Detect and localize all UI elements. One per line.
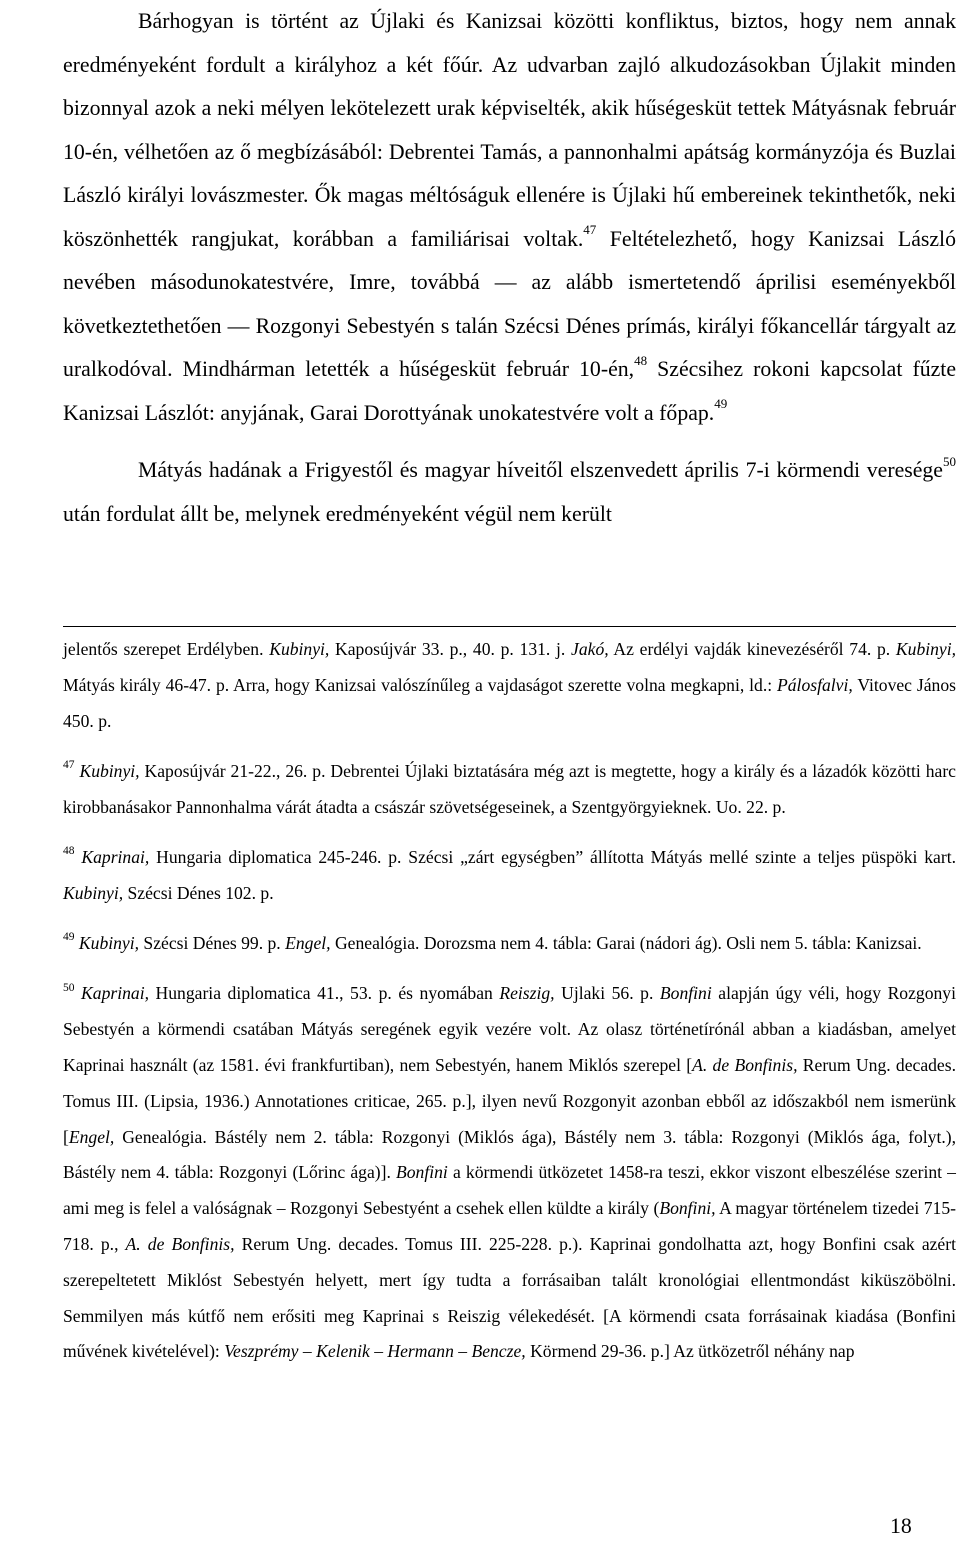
footnote-ref-49[interactable]: 49 xyxy=(714,396,728,412)
footnote-ref-48[interactable]: 48 xyxy=(634,352,648,368)
paragraph-text: Bárhogyan is történt az Újlaki és Kanizsai közötti konfliktus, biztos, hogy nem annak eredményeként fordult a királyhoz a két főúr. Az udvarban zajló alkudozásokban Újlakit minden bizonnyal azok a neki mélyen lekötelezett urak képviselték, akik hűségesküt tettek Mátyásnak február 10-én, vélhetően az ő megbízásából: Debrentei Tamás, a pannonhalmi apátság kormányzója és Buzlai László királyi lovászmester. Ők magas méltóságuk ellenére is Újlaki hű embereinek tekinthetők, neki köszönhették rangjukat, korábban a familiárisai voltak. xyxy=(63,9,956,251)
paragraph-2 xyxy=(63,449,956,536)
footnote-ref-50[interactable]: 50 xyxy=(943,453,956,469)
footnote-47: $^{47}$ Kubinyi, Kaposújvár 21-22., 26. p. Debrentei Újlaki biztatására még azt is megtette, hogy a király és a lázadók közötti harc kirobbanásakor Pannonhalma várát átadta a császár szövetségeseinek, a Szentgyörgyieknek. Uo. 22. p. xyxy=(63,759,956,817)
paragraph-text: Szécsihez rokoni kapcsolat fűzte Kanizsai Lászlót: anyjának, Garai Dorottyának unokatestvére volt a főpap. xyxy=(63,357,957,425)
paragraph-text: Mátyás hadának a Frigyestől és magyar híveitől elszenvedett április 7-i körmendi veresége xyxy=(138,458,943,482)
footnote-number: 50 xyxy=(63,981,75,994)
footnote-number: 47 xyxy=(63,759,75,772)
footnote-50: $^{50}$ Kaprinai, Hungaria diplomatica 41., 53. p. és nyomában Reiszig, Ujlaki 56. p. Bonfini alapján úgy véli, hogy Rozgonyi Sebestyén a körmendi csatában Mátyás seregének egyik vezére volt. Az olasz történetírónál abban a kiadásban, amelyet Kaprinai használt (az 1581. évi frankfurtiban), nem Sebestyén, hanem Miklós szerepel [A. de Bonfinis, Rerum Ung. decades. Tomus III. (Lipsia, 1936.) Annotationes criticae, 265. p.], ilyen nevű Rozgonyit azonban ebből az időszakból nem ismerünk [Engel, Genealógia. Bástély nem 2. tábla: Rozgonyi (Miklós ága), Bástély nem 3. tábla: Rozgonyi (Miklós ága, folyt.), Bástély nem 4. tábla: Rozgonyi (Lőrinc ága)]. Bonfini a körmendi ütközetet 1458-ra teszi, ekkor viszont elbeszélése szerint – ami meg is felel a valóságnak – Rozgonyi Sebestyént a csehek ellen küldte a király (Bonfini, A magyar történelem tizedei 715-718. p., A. de Bonfinis, Rerum Ung. decades. Tomus III. 225-228. p.). Kaprinai gondolhatta azt, hogy Bonfini csak azért szerepeltetett Miklóst Sebestyén helyett, mert így tudta a forrásaiban talált kronológiai ellentmondást kiküszöbölni. Semmilyen más kútfő nem erősiti meg Kaprinai s Reiszig vélekedését. [A körmendi csata forrásainak kiadása (Bonfini művének kivételével): Veszprémy – Kelenik – Hermann – Bencze, Körmend 29-36. p.] Az ütközetről néhány nap xyxy=(63,981,956,1362)
footnote-separator xyxy=(63,626,956,627)
footnote-number: 49 xyxy=(63,931,75,944)
footnote-continued: jelentős szerepet Erdélyben. Kubinyi, Kaposújvár 33. p., 40. p. 131. j. Jakó, Az erdélyi vajdák kinevezéséről 74. p. Kubinyi, Mátyás király 46-47. p. Arra, hogy Kanizsai valószínűleg a vajdaságot szerette volna megkapni, ld.: Pálosfalvi, Vitovec János 450. p. xyxy=(63,639,957,731)
paragraph-1 xyxy=(63,0,956,435)
paragraph-text: Feltételezhető, hogy Kanizsai László nevében másodunokatestvére, Imre, továbbá — az alább ismertetendő áprilisi eseményekből következtethetően — Rozgonyi Sebestyén s talán Szécsi Dénes prímás, királyi főkancellár tárgyalt az uralkodóval. Mindhárman letették a hűségesküt február 10-én, xyxy=(63,226,956,381)
footnote-ref-47[interactable]: 47 xyxy=(583,222,597,238)
main-text xyxy=(63,0,956,536)
footnote-48: $^{48}$ Kaprinai, Hungaria diplomatica 245-246. p. Szécsi „zárt egységben” állította Mátyás mellé szinte a teljes püspöki kart. Kubinyi, Szécsi Dénes 102. p. xyxy=(63,845,956,903)
page-number: 18 xyxy=(890,1514,912,1538)
footnotes xyxy=(63,632,956,1370)
footnote-number: 48 xyxy=(63,845,75,858)
paragraph-text: után fordulat állt be, melynek eredményeként végül nem került xyxy=(63,501,612,526)
footnote-49: $^{49}$ Kubinyi, Szécsi Dénes 99. p. Engel, Genealógia. Dorozsma nem 4. tábla: Garai (nádori ág). Osli nem 5. tábla: Kanizsai. xyxy=(63,931,922,954)
